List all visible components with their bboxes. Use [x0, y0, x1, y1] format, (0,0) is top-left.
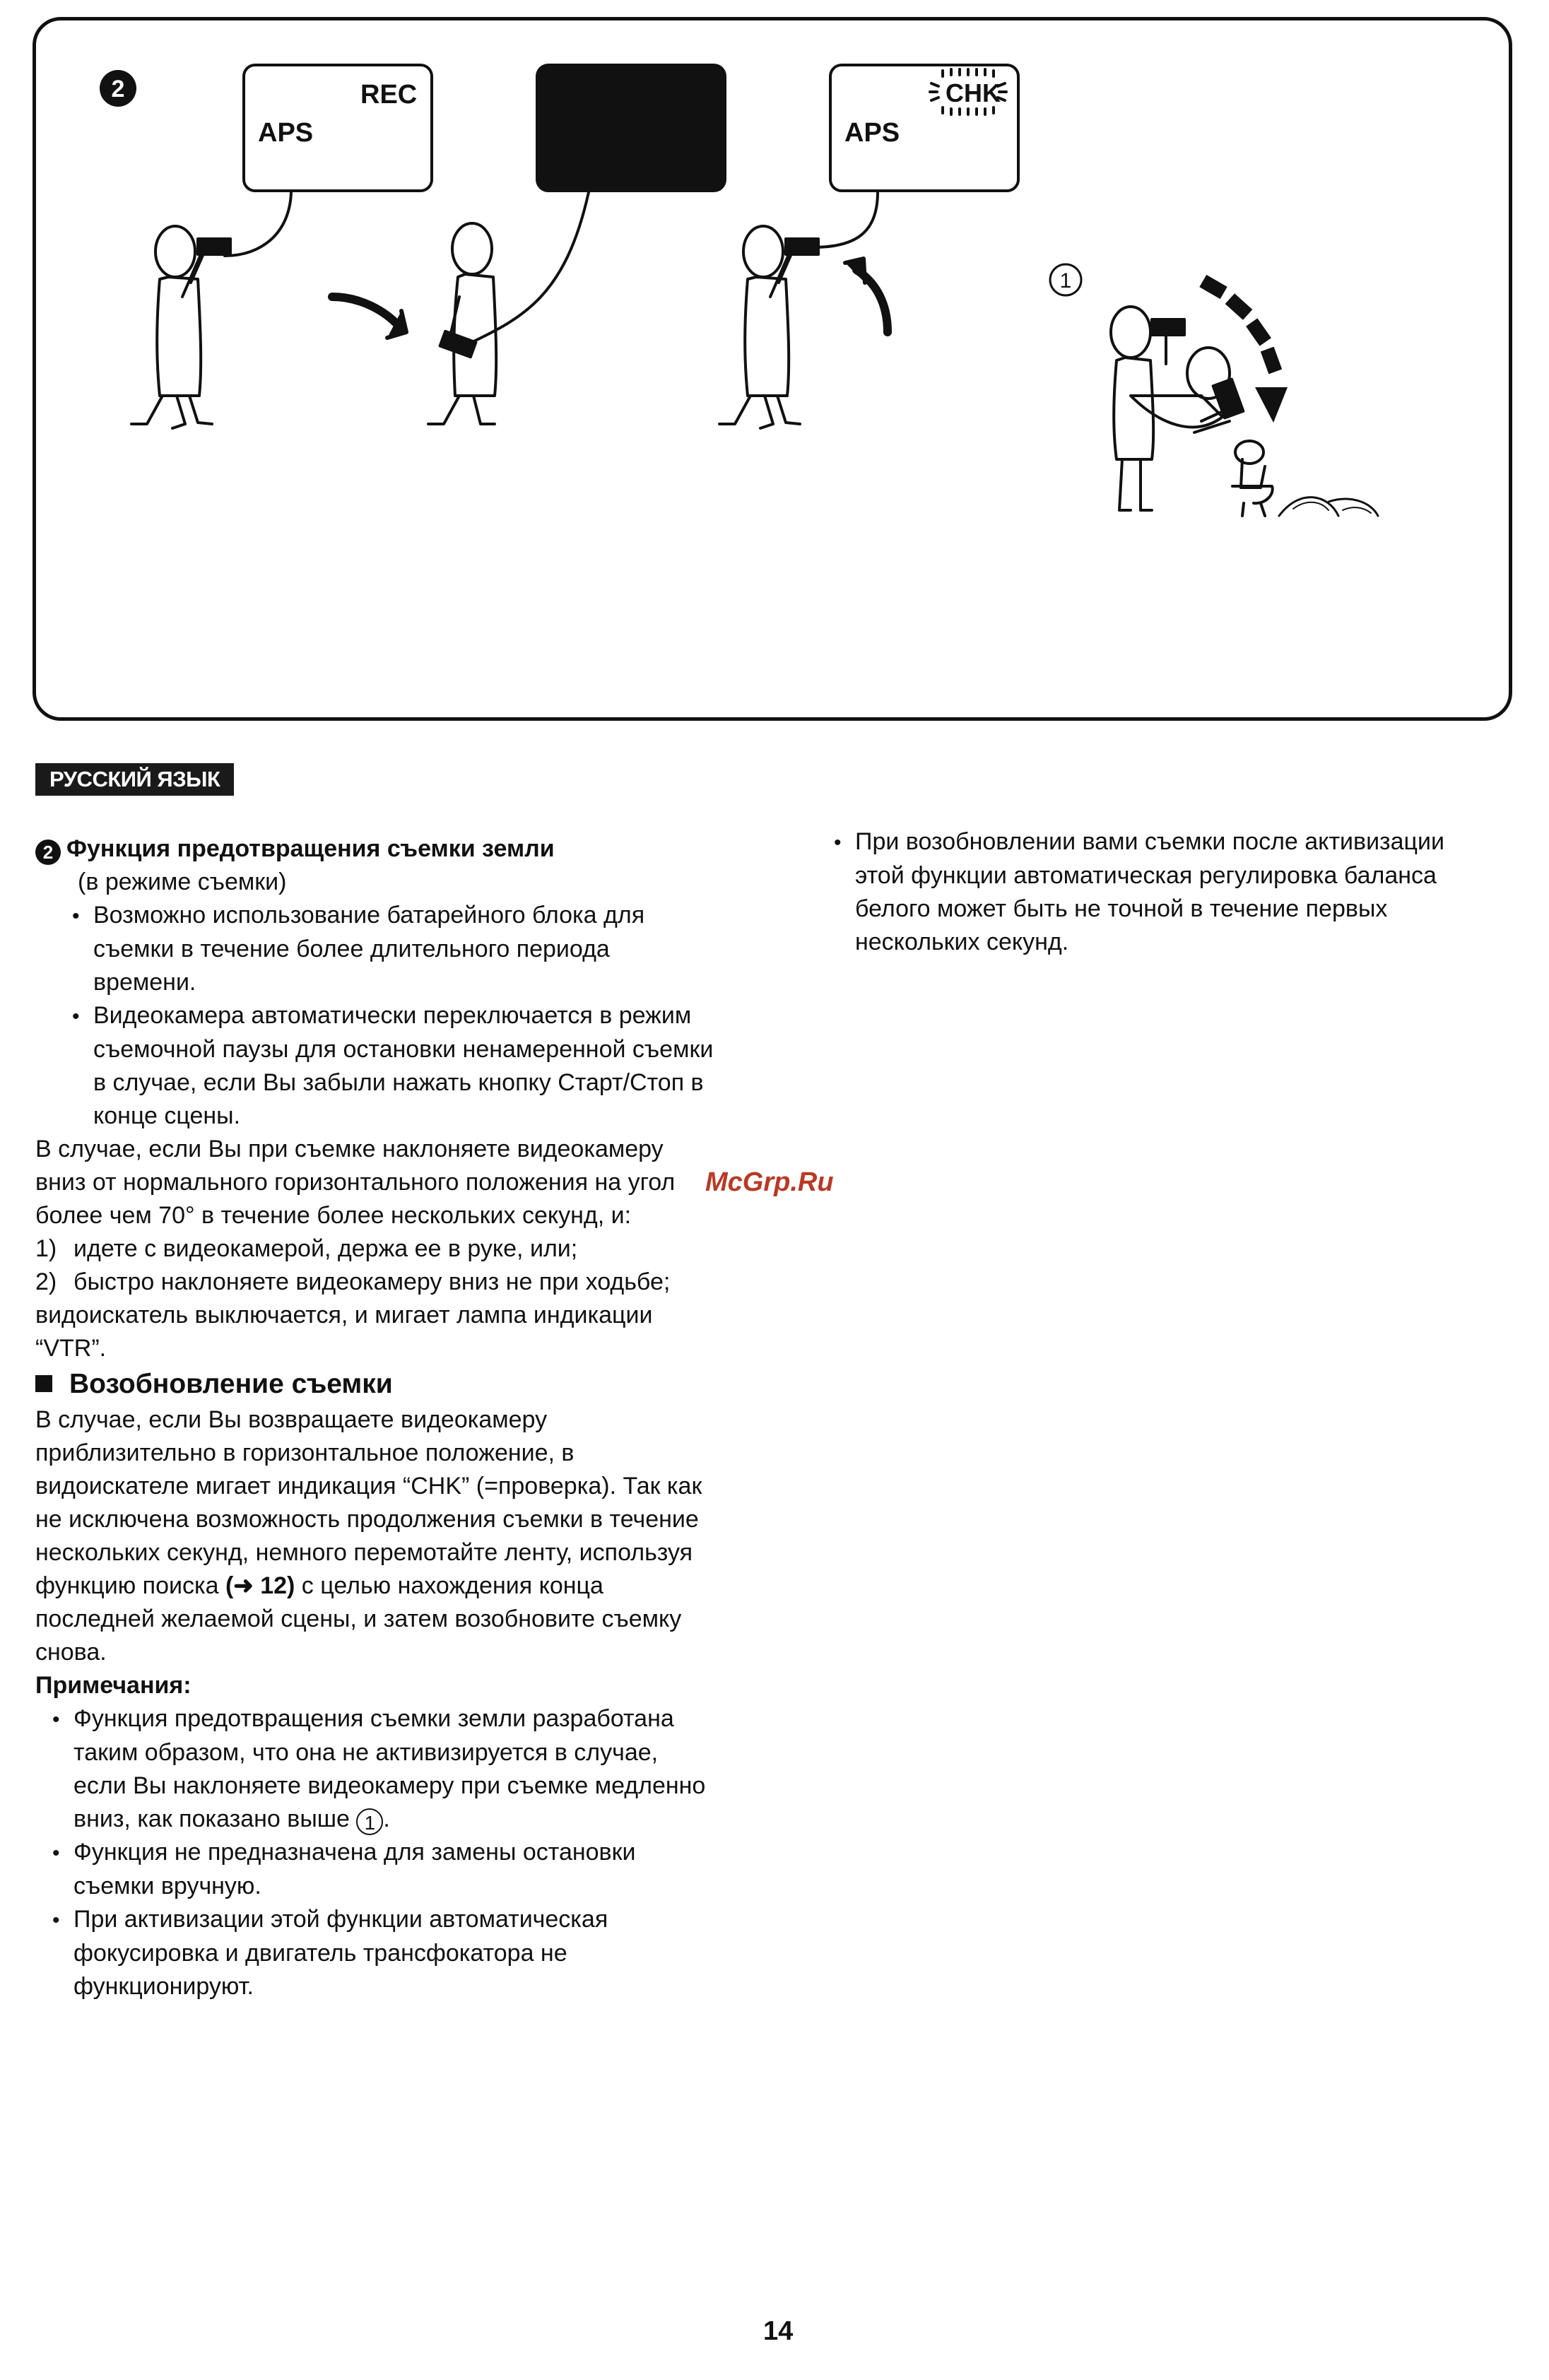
note-2: • Функция не предназначена для замены остановки съемки вручную.	[35, 1836, 714, 1903]
resume-section-title	[35, 1365, 714, 1403]
page-ref: (➜ 12)	[225, 1572, 295, 1599]
condition-item-1	[35, 1232, 714, 1266]
callout-number: 1	[1059, 269, 1072, 293]
function-heading	[35, 832, 714, 866]
resume-text-a: В случае, если Вы возвращаете видеокамеру приблизительно в горизонтальное положение, в видоискателе мигает индикация “CHK” (=проверка). Так как не исключена возможность продолжения съемки в течение нескольких секунд, немного перемотайте ленту, используя функцию поиска	[35, 1406, 702, 1599]
note-3: • При активизации этой функции автоматическая фокусировка и двигатель трансфокатора не функционируют.	[35, 1903, 714, 2003]
vtr-paragraph: видоискатель выключается, и мигает лампа индикации “VTR”.	[35, 1302, 653, 1362]
heading-step-number: 2	[35, 840, 61, 865]
viewfinder-screen-2-off	[537, 65, 725, 191]
right-bullet: • При возобновлении вами съемки после активизации этой функции автоматическая регулировка баланса белого может быть не точной в течение первых нескольких секунд.	[834, 825, 1470, 959]
step-badge-number: 2	[111, 76, 125, 102]
screen1-cable	[225, 192, 291, 256]
condition-item-2-text: быстро наклоняете видеокамеру вниз не при ходьбе;	[73, 1268, 671, 1295]
screen3-aps: APS	[844, 118, 900, 148]
condition-item-1-text: идете с видеокамерой, держа ее в руке, или;	[73, 1235, 578, 1262]
person-4-tilting	[1111, 307, 1243, 510]
left-column	[35, 832, 714, 2003]
person-1-shooting	[131, 226, 230, 428]
screen1-rec: REC	[360, 80, 418, 110]
person-3-shooting	[719, 226, 818, 428]
conditions-paragraph: В случае, если Вы при съемке наклоняете видеокамеру вниз от нормального горизонтального положения на угол более чем 70° в течение более нескольких секунд, и:	[35, 1136, 676, 1229]
condition-item-2-num: 2)	[35, 1268, 57, 1295]
function-heading-sub: (в режиме съемки)	[78, 868, 287, 895]
note-1-callout: 1	[356, 1808, 383, 1835]
note-1	[35, 1702, 714, 1836]
condition-item-1-num: 1)	[35, 1235, 57, 1262]
dog-illustration	[1232, 441, 1273, 516]
watermark: McGrp.Ru	[705, 1167, 834, 1197]
function-bullet-1: • Возможно использование батарейного блока для съемки в течение более длительного периода времени.	[35, 899, 714, 999]
condition-item-2	[35, 1266, 714, 1299]
note-1-text-b: .	[383, 1805, 390, 1832]
ground-shooting-illustration	[0, 0, 1549, 728]
person-2-walking	[428, 223, 496, 424]
function-bullet-2: • Видеокамера автоматически переключается в режим съемочной паузы для остановки ненамеренной съемки в случае, если Вы забыли нажать кнопку Старт/Стоп в конце сцены.	[35, 999, 714, 1133]
resume-text-b: с целью нахождения конца последней желаемой сцены, и затем возобновите съемку снова.	[35, 1572, 682, 1666]
resume-section-text	[35, 1403, 714, 1669]
note-1-text-a: Функция предотвращения съемки земли разработана таким образом, что она не активизируется в случае, если Вы наклоняете видеокамеру при съемке медленно вниз, как показано выше	[73, 1705, 706, 1832]
screen1-aps: APS	[258, 118, 314, 148]
page-number: 14	[763, 2316, 794, 2346]
screen3-cable	[813, 192, 878, 247]
resume-section-title-text: Возобновление съемки	[69, 1369, 393, 1399]
square-bullet-icon	[35, 1375, 52, 1392]
screen3-chk: CHK	[946, 78, 1001, 107]
function-heading-text: Функция предотвращения съемки земли	[66, 835, 555, 862]
notes-title: Примечания:	[35, 1672, 192, 1699]
right-column	[834, 825, 1470, 959]
language-badge: РУССКИЙ ЯЗЫК	[35, 763, 234, 796]
